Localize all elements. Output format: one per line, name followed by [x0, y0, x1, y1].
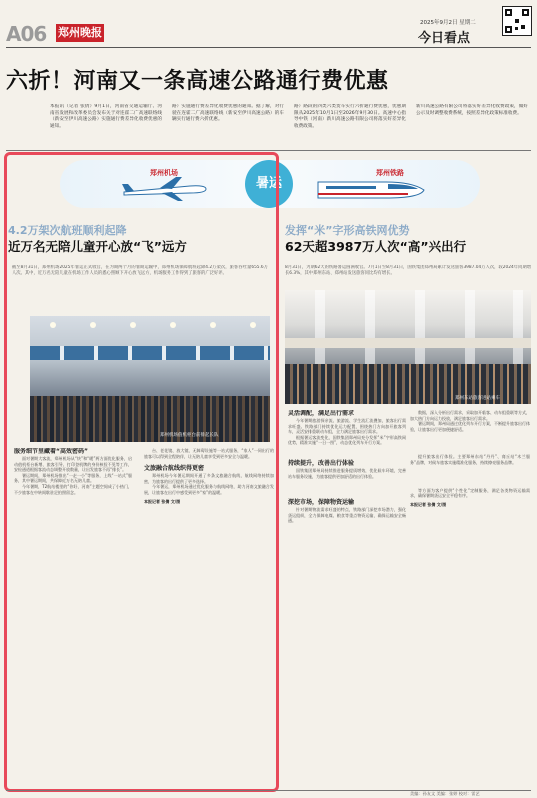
lead-column-2: 路）实施通行费差异化收费优惠的通知。据了解，对行驶在连霍二广高速联络线（新安至伊川高速公路）的车辆实行通行费六折优惠。	[172, 104, 284, 123]
header-rule	[6, 47, 531, 48]
paragraph: 国铁集团郑州局持续推进服务提质增效，优化候车环境，完善站车服务设施，为旅客提供更加舒适的出行体验。	[288, 467, 406, 479]
paragraph: 台、老花镜、放大镜、无障碍设施等一站式服务，“家人”一同出行的旅客可以得到全程陪伴，让无陪儿童享受到更多安全与温暖。	[144, 448, 274, 459]
date-line: 2025年9月2日 星期二	[420, 20, 476, 26]
paragraph: 根据暑运客流变化，国铁集团郑州局充分发挥“米”字形高铁网优势，精准实施“一日一图”，动态优化列车开行方案。	[288, 434, 406, 446]
qr-code-icon	[502, 6, 532, 36]
railway-kicker: 发挥“米”字形高铁网优势	[285, 224, 410, 237]
airport-subhead-1: 服务细节里藏着“高效密码”	[14, 448, 88, 455]
airport-headline: 近万名无陪儿童开心放“飞”远方	[8, 239, 187, 254]
paragraph: 暑运期间，郑州局通过优化列车开行方案，不断提升旅客出行体验，让旅客出行更加便捷舒适。	[410, 421, 530, 432]
railway-headline: 62天超3987万人次“高”兴出行	[285, 239, 467, 254]
page-code: A06	[6, 22, 47, 46]
airport-kicker: 4.2万架次航班顺利起降	[8, 224, 127, 237]
lead-column-3: 路）路段的四类六类货车实行六折通行费优惠，优惠期限从2025年10月1日至2026年9月30日。高速中心指导中铁（河南）新川高速公路有限公司将落实好差异化收费政策。	[294, 104, 406, 129]
railway-subhead-2: 持续提升，改善出行体验	[288, 459, 355, 467]
paragraph: 今年暑期旅游探亲流、旅游流、学生流汇流叠加，旅客出行需求旺盛。铁路部门持续优化运力配置，围绕热门方向加开旅客列车，灵活安排重联动车组，全力满足旅客出行需求。	[288, 418, 406, 435]
railway-byline: 本报记者 张倩 文/图	[410, 501, 447, 507]
railway-subhead-3: 深挖市场，保障物资运输	[288, 499, 355, 507]
lead-story-columns	[50, 104, 530, 148]
airport-lead: 截至8月31日，郑州机场2025年暑运正式收官，在为期两个月的暑期运输中，郑州机场保障航班起降4.2万架次，旅客吞吐量655.6万人次。其中，近万名无陪儿童在机场工作人员的悉心照顾下开心放飞远方，机场服务工作得到了旅客的广泛好评。	[12, 265, 268, 277]
railway-label: 郑州铁路	[376, 169, 404, 177]
footer-credits: 美编：孙友文 美编：张婷 校对：雷艺	[410, 791, 480, 796]
railway-subhead-1: 灵活调配，满足出行需求	[288, 410, 355, 417]
paragraph: 等方面为客户提供“个性化”定制服务，满足各类物资运输需求，确保暑期货运安全平稳有序。	[410, 487, 530, 499]
paragraph: 面对暑期大客流，郑州机场从“快”和“暖”两方面优化服务，启动值机柜台新增、旅客引导、打印登机牌的身份核验不见等工作，安检通道根据客流动态调整开放数量，让出发旅客不再“排长”。	[14, 456, 132, 473]
paragraph: 郑州机场今年暑运期间开通了多条文旅融合航线，航线网络持续加密，为旅客的出行提供了更多选择。	[144, 473, 274, 484]
airport-column-1	[14, 448, 132, 788]
lead-rule	[6, 150, 531, 151]
railway-station-photo	[285, 290, 531, 404]
paragraph: 针对暑期物流需求旺盛的特点，铁路部门深挖市场潜力，强化货运组织，全力保障电煤、粮食等重点物资运输，确保运输安全畅通。	[288, 507, 406, 524]
railway-column-2	[410, 410, 530, 790]
main-headline: 六折！河南又一条高速公路通行费优惠	[6, 68, 389, 94]
paragraph: 数据，深入分析出行需求，采取加开临客、动车组重联等方式，加大热门方向运力投放，满足旅客出行需求。	[410, 410, 530, 421]
airport-label: 郑州机场	[150, 169, 178, 177]
paragraph: 提升旅客出行体验。主要郑州东站“丹丹”、商丘站“木兰服务”品牌，对候车旅客实施精准化服务，持续擦亮服务品牌。	[410, 454, 530, 465]
lead-column-4: 新川高速公路有限公司将落实好差异化收费政策，做好公示及时调整收费系统，按照差异化政策标准收费。	[416, 104, 528, 116]
paragraph: 今年暑期，T2航站楼里的“你好，河南”主题空间成了小热门，不少旅客在中转间歇驻足拍照留念。	[14, 483, 132, 495]
airport-photo-caption: 郑州机场值机柜台前排起长队	[160, 433, 219, 438]
airport-byline: 本报记者 张倩 文/图	[144, 498, 181, 504]
section-name: 今日看点	[418, 31, 471, 46]
lead-column-1: 本报讯（记者 张倩）9月1日，河南省交通运输厅、河南省发展和改革委员会发布关于对连霍二广高速联络线（新安至伊川高速公路）实施通行费差异化收费优惠的通知。	[50, 104, 162, 129]
paragraph: 今年暑运，郑州机场通过优化服务与航线网络，助力河南文旅融合发展，让旅客在出行中感受到更多“家”的温暖。	[144, 484, 274, 495]
railway-lead: 8月31日，为期62天的铁路暑运圆满收官。7月1日至8月31日，国铁集团郑州局累计发送旅客3987.04万人次，较2024年同期增长6.3%，其中郑州东站、郑州站发送旅客同比均有增长。	[285, 265, 531, 277]
paragraph: 暑运期间，郑州机场推出“一走一小”等服务，上线“一站式”服务，其中暑运期间，共保障近万名无陪儿童。	[14, 472, 132, 484]
airport-column-2	[144, 448, 274, 788]
airport-checkin-photo	[30, 316, 270, 442]
masthead-logo: 郑州晚报	[56, 24, 104, 42]
high-speed-train-icon	[316, 176, 426, 202]
railway-column-1	[288, 410, 406, 790]
summer-transport-badge: 暑运	[245, 160, 293, 208]
airport-subhead-2: 文旅融合航线织得更密	[144, 465, 205, 473]
railway-photo-caption: 郑州东站旅客进站乘车	[455, 396, 500, 401]
